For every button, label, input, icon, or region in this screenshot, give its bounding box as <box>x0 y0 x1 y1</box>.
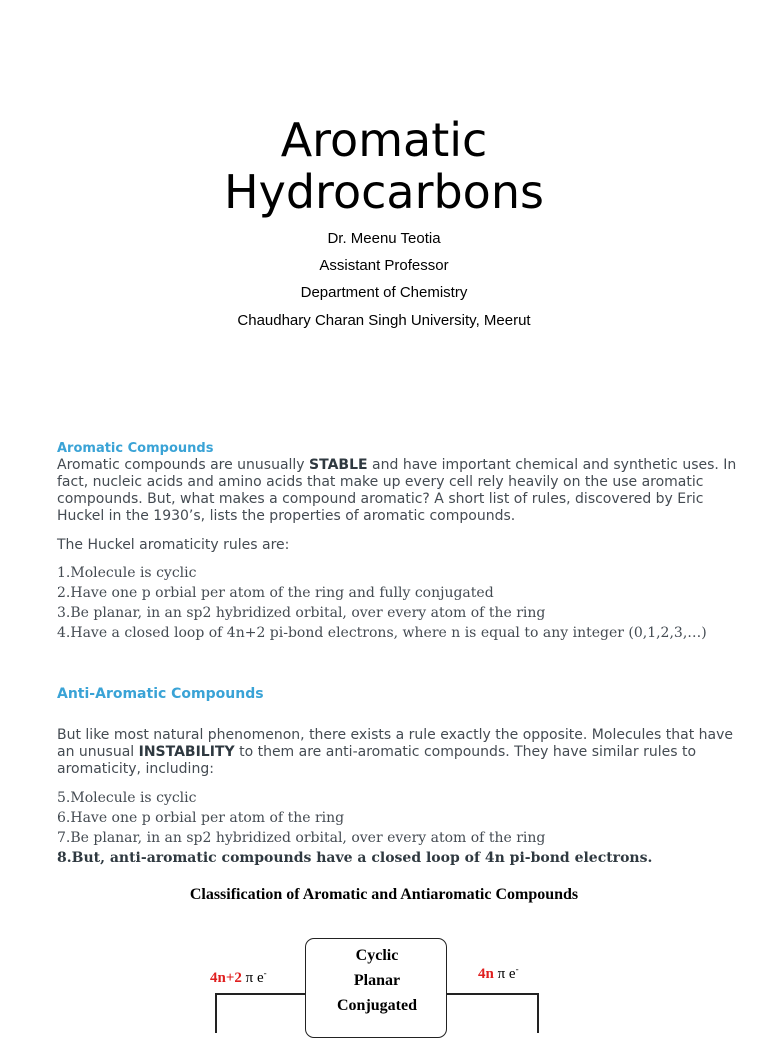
left-connector-horizontal <box>216 993 306 995</box>
author-department: Department of Chemistry <box>300 284 468 301</box>
antiaromatic-electron-count: 4n <box>478 966 494 982</box>
antiaromatic-charge-sup: - <box>515 964 519 974</box>
rule-2: 2.Have one p orbial per atom of the ring and fully conjugated <box>57 585 494 601</box>
right-connector-horizontal <box>446 993 538 995</box>
stable-emphasis: STABLE <box>309 457 368 473</box>
left-connector-vertical <box>215 993 217 1033</box>
author-university: Chaudhary Charan Singh University, Meerut <box>237 312 531 329</box>
rule-5: 5.Molecule is cyclic <box>57 790 197 806</box>
instability-emphasis: INSTABILITY <box>138 744 235 760</box>
aromatic-charge-sup: - <box>263 968 267 978</box>
aromatic-electron-count: 4n+2 <box>210 970 242 986</box>
anti-para-text: But like most natural phenomenon, there exists a rule exactly the opposite. Molecules that have an unusual <box>57 727 733 760</box>
aromatic-para-text: Aromatic compounds are unusually <box>57 457 310 473</box>
aromatic-paragraph <box>57 457 747 525</box>
classification-box <box>305 938 447 1038</box>
author-name: Dr. Meenu Teotia <box>327 230 441 247</box>
document-title-line1: Aromatic <box>280 113 488 167</box>
anti-para-text-2: to them are anti-aromatic compounds. They have similar rules to aromaticity, including: <box>57 744 697 777</box>
document-title-line2: Hydrocarbons <box>224 165 544 219</box>
anti-aromatic-paragraph <box>57 727 747 778</box>
antiaromatic-electron-label <box>478 964 519 983</box>
box-line-cyclic: Cyclic <box>355 947 399 964</box>
rule-4: 4.Have a closed loop of 4n+2 pi-bond electrons, where n is equal to any integer (0,1,2,3,…) <box>57 625 707 641</box>
aromatic-para-text-2: and have important chemical and synthetic uses. In fact, nucleic acids and amino acids that make up every cell rely heavily on the use aromatic compounds. But, what makes a compound aromatic? A short list of rules, discovered by Eric Huckel in the 1930’s, lists the properties of aromatic compounds. <box>57 457 737 524</box>
rules-intro: The Huckel aromaticity rules are: <box>57 537 290 553</box>
rule-8: 8.But, anti-aromatic compounds have a closed loop of 4n pi-bond electrons. <box>57 850 653 866</box>
aromatic-electron-label <box>210 968 267 987</box>
aromatic-heading: Aromatic Compounds <box>57 441 214 456</box>
box-line-planar: Planar <box>353 972 401 989</box>
right-connector-vertical <box>537 993 539 1033</box>
rule-6: 6.Have one p orbial per atom of the ring <box>57 810 345 826</box>
antiaromatic-pi-electrons: π e <box>493 966 516 982</box>
rule-1: 1.Molecule is cyclic <box>57 565 197 581</box>
author-position: Assistant Professor <box>319 257 449 274</box>
diagram-title: Classification of Aromatic and Antiaromatic Compounds <box>189 886 579 903</box>
aromatic-pi-electrons: π e <box>241 970 264 986</box>
rule-7: 7.Be planar, in an sp2 hybridized orbital, over every atom of the ring <box>57 830 546 846</box>
anti-aromatic-heading: Anti-Aromatic Compounds <box>57 686 264 702</box>
box-line-conjugated: Conjugated <box>336 997 417 1014</box>
rule-3: 3.Be planar, in an sp2 hybridized orbital, over every atom of the ring <box>57 605 546 621</box>
